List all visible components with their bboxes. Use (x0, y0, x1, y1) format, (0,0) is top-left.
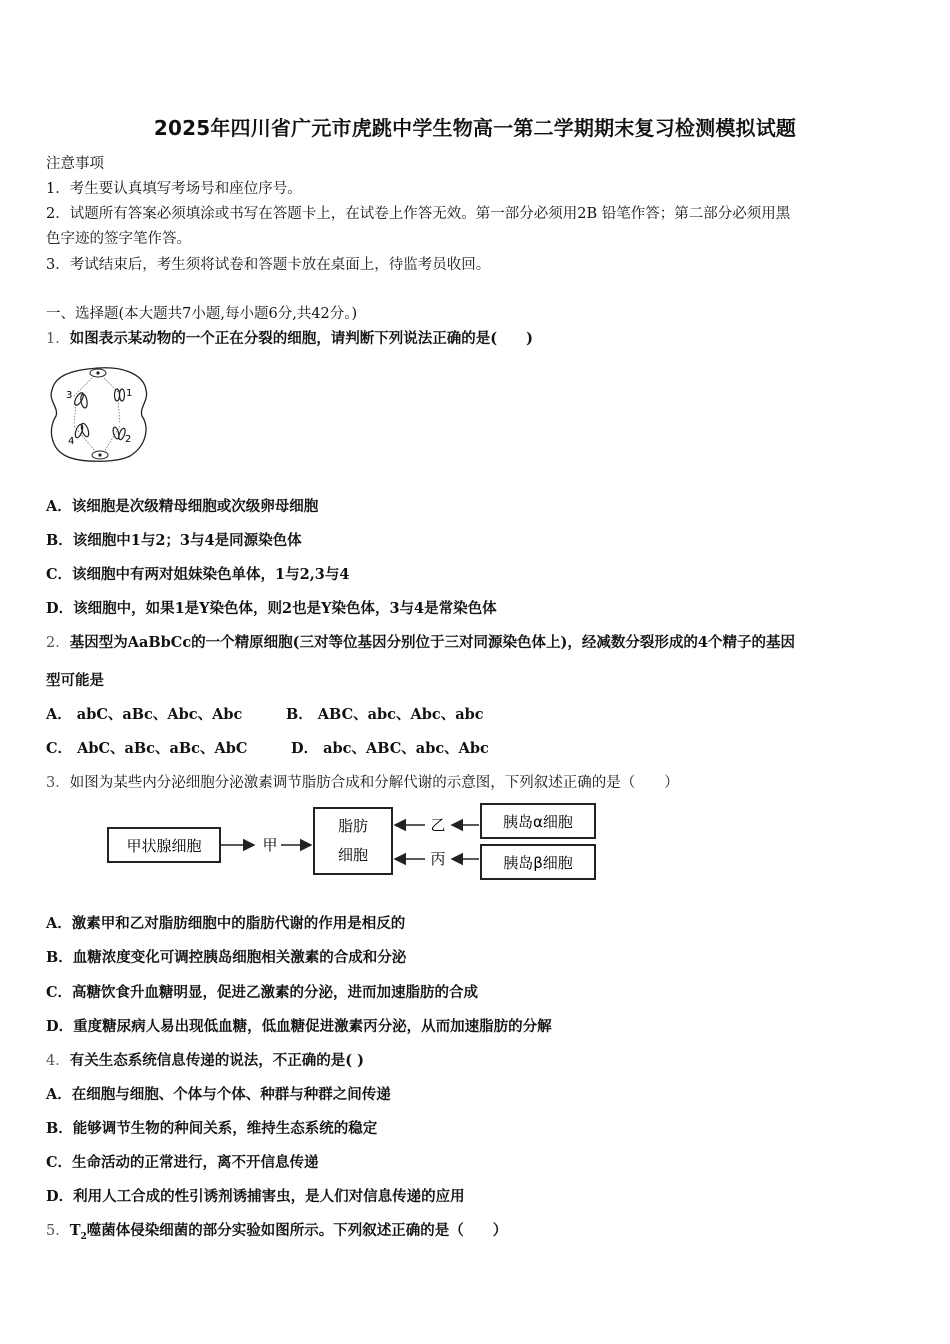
question-stem: 如图表示某动物的一个正在分裂的细胞，请判断下列说法正确的是( ) (69, 330, 533, 347)
question-number: 4． (46, 1053, 70, 1069)
chromosome-label-2: 2 (125, 434, 132, 445)
question-5 (46, 1219, 507, 1242)
hormone-regulation-diagram (100, 800, 605, 886)
phage-subscript: 2 (80, 1231, 87, 1242)
question-stem-continued: 型可能是 (46, 672, 104, 689)
cell-division-figure (46, 364, 150, 464)
hormone-jia-label: 甲 (262, 836, 278, 854)
question-1 (46, 327, 533, 348)
notice-item: 色字迹的签字笔作答。 (46, 231, 191, 247)
q2-option-c: C． AbC、aBc、aBc、AbC (46, 740, 248, 757)
question-stem: 如图为某些内分泌细胞分泌激素调节脂肪合成和分解代谢的示意图，下列叙述正确的是（ ） (69, 775, 679, 791)
question-4 (46, 1049, 364, 1070)
fat-cell-label-line2: 细胞 (337, 846, 369, 864)
fat-cell-label-line1: 脂肪 (337, 817, 369, 835)
chromosome-label-1: 1 (126, 388, 133, 399)
question-number: 1． (46, 331, 70, 347)
question-stem: 基因型为AaBbCc的一个精原细胞(三对等位基因分别位于三对同源染色体上)，经减数分裂形成的4个精子的基因 (69, 634, 795, 651)
q1-option-b: B．该细胞中1与2；3与4是同源染色体 (46, 532, 302, 549)
question-2 (46, 631, 795, 652)
question-stem: 噬菌体侵染细菌的部分实验如图所示。下列叙述正确的是（ ） (86, 1222, 508, 1239)
islet-alpha-cell-label: 胰岛α细胞 (503, 813, 573, 831)
thyroid-cell-label: 甲状腺细胞 (126, 837, 202, 855)
notice-heading: 注意事项 (46, 156, 104, 172)
question-number: 5． (46, 1223, 70, 1239)
q2-option-d: D． abc、ABC、abc、Abc (291, 740, 489, 757)
q1-option-a: A．该细胞是次级精母细胞或次级卵母细胞 (46, 498, 319, 515)
q4-option-c: C．生命活动的正常进行，离不开信息传递 (46, 1154, 319, 1171)
question-number: 3． (46, 775, 70, 791)
hormone-yi-label: 乙 (430, 816, 446, 834)
q3-option-d: D．重度糖尿病人易出现低血糖，低血糖促进激素丙分泌，从而加速脂肪的分解 (46, 1018, 552, 1035)
q3-option-c: C．高糖饮食升血糖明显，促进乙激素的分泌，进而加速脂肪的合成 (46, 984, 479, 1001)
section-heading: 一、选择题(本大题共7小题,每小题6分,共42分。) (46, 306, 358, 322)
q4-option-a: A．在细胞与细胞、个体与个体、种群与种群之间传递 (46, 1086, 391, 1103)
hormone-bing-label: 丙 (430, 850, 446, 868)
question-stem: 有关生态系统信息传递的说法，不正确的是( ) (69, 1052, 365, 1069)
question-3 (46, 771, 679, 792)
page-title: 2025年四川省广元市虎跳中学生物高一第二学期期末复习检测模拟试题 (153, 116, 797, 140)
chromosome-label-3: 3 (66, 390, 73, 401)
q1-option-c: C．该细胞中有两对姐妹染色单体，1与2,3与4 (46, 566, 350, 583)
chromosome-label-4: 4 (68, 436, 75, 447)
notice-item: 1．考生要认真填写考场号和座位序号。 (46, 181, 302, 197)
notice-item: 2．试题所有答案必须填涂或书写在答题卡上，在试卷上作答无效。第一部分必须用2B 铅笔作答；第二部分必须用黑 (46, 206, 791, 222)
q4-option-d: D．利用人工合成的性引诱剂诱捕害虫，是人们对信息传递的应用 (46, 1188, 465, 1205)
q4-option-b: B．能够调节生物的种间关系，维持生态系统的稳定 (46, 1120, 378, 1137)
phage-name: T (69, 1222, 81, 1239)
q3-option-a: A．激素甲和乙对脂肪细胞中的脂肪代谢的作用是相反的 (46, 915, 406, 932)
q2-option-a: A． abC、aBc、Abc、Abc (46, 706, 243, 723)
q3-option-b: B．血糖浓度变化可调控胰岛细胞相关激素的合成和分泌 (46, 949, 407, 966)
islet-beta-cell-label: 胰岛β细胞 (503, 854, 573, 872)
notice-item: 3．考试结束后，考生须将试卷和答题卡放在桌面上，待监考员收回。 (46, 257, 491, 273)
question-number: 2． (46, 635, 70, 651)
q1-option-d: D．该细胞中，如果1是Y染色体，则2也是Y染色体，3与4是常染色体 (46, 600, 497, 617)
q2-option-b: B． ABC、abc、Abc、abc (286, 706, 484, 723)
